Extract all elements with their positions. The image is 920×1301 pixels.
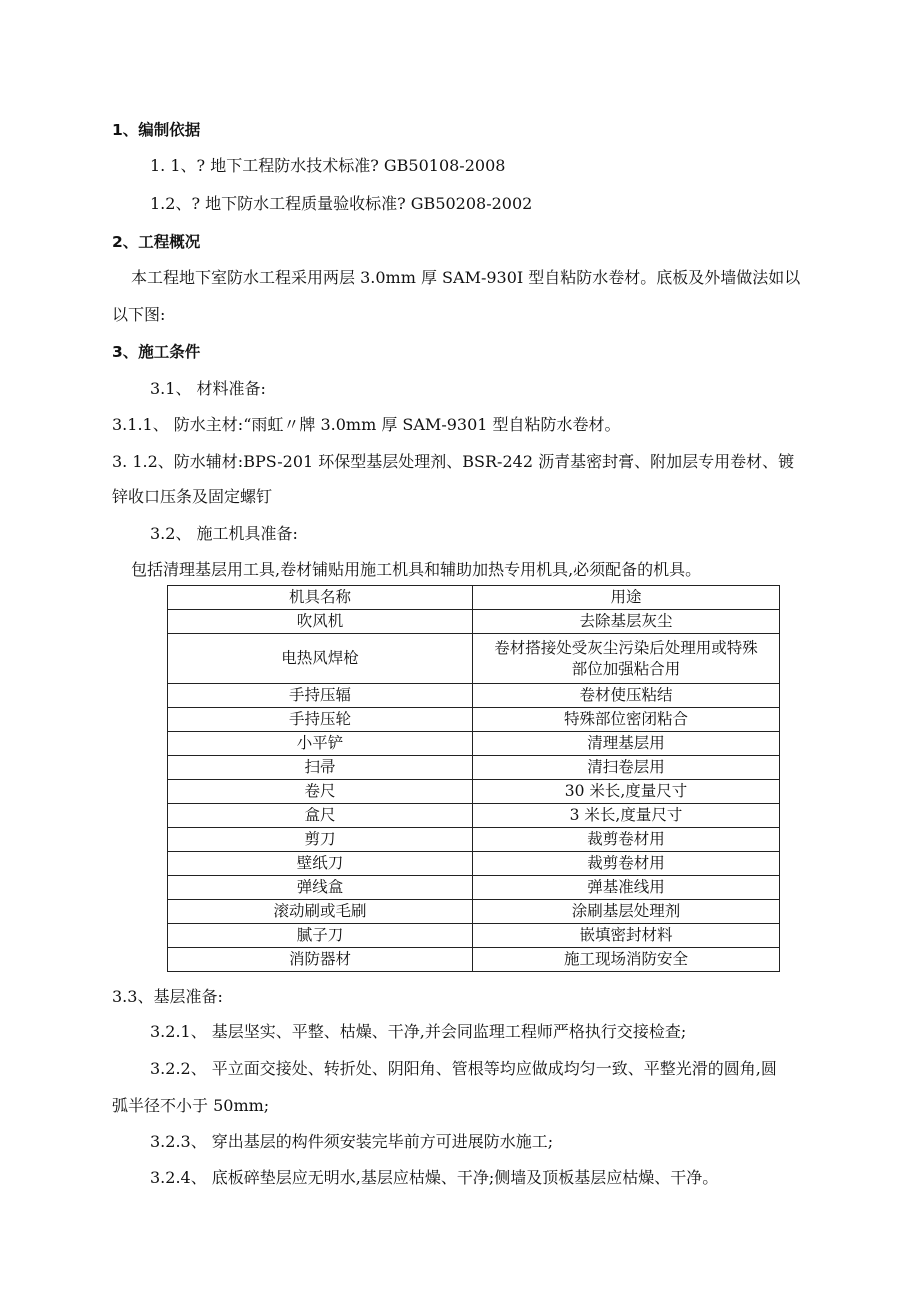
header-purpose: 用途 — [473, 586, 780, 610]
tool-purpose: 嵌填密封材料 — [473, 924, 780, 948]
table-row — [168, 924, 780, 948]
tool-name: 消防器材 — [168, 948, 473, 972]
tool-purpose: 30 米长,度量尺寸 — [473, 780, 780, 804]
table-row — [168, 828, 780, 852]
tool-purpose — [473, 634, 780, 684]
tool-purpose: 弹基准线用 — [473, 876, 780, 900]
tool-name: 盒尺 — [168, 804, 473, 828]
table-header-row — [168, 586, 780, 610]
table-row — [168, 610, 780, 634]
item-3-2-4: 3.2.4、 底板碎垫层应无明水,基层应枯燥、干净;侧墙及顶板基层应枯燥、干净。 — [150, 1168, 719, 1187]
item-3-1-1: 3.1.1、 防水主材:“雨虹〃牌 3.0mm 厚 SAM-9301 型自粘防水卷材。 — [112, 415, 621, 434]
subsection-3-2: 3.2、 施工机具准备: — [150, 524, 298, 543]
tool-purpose: 特殊部位密闭粘合 — [473, 708, 780, 732]
table-row — [168, 634, 780, 684]
table-row — [168, 708, 780, 732]
tool-purpose: 3 米长,度量尺寸 — [473, 804, 780, 828]
tool-purpose: 裁剪卷材用 — [473, 828, 780, 852]
tool-name: 剪刀 — [168, 828, 473, 852]
section-1-heading: 1、编制依据 — [112, 121, 201, 139]
item-3-2-2-line-1: 3.2.2、 平立面交接处、转折处、阴阳角、管根等均应做成均匀一致、平整光滑的圆角,圆 — [150, 1059, 777, 1078]
item-3-1-2-line-1: 3. 1.2、防水辅材:BPS-201 环保型基层处理剂、BSR-242 沥青基密封膏、附加层专用卷材、镀 — [112, 452, 795, 471]
tool-name: 手持压辐 — [168, 684, 473, 708]
overview-paragraph-line-1: 本工程地下室防水工程采用两层 3.0mm 厚 SAM-930I 型自粘防水卷材。底板及外墙做法如以 — [131, 268, 801, 287]
table-row — [168, 732, 780, 756]
tool-name: 滚动刷或毛刷 — [168, 900, 473, 924]
tool-name: 卷尺 — [168, 780, 473, 804]
table-row — [168, 900, 780, 924]
tool-purpose-line-1: 卷材搭接处受灰尘污染后处理用或特殊 — [494, 638, 758, 657]
section-3-heading: 3、施工条件 — [112, 343, 201, 361]
tool-name: 扫帚 — [168, 756, 473, 780]
table-row — [168, 804, 780, 828]
table-row — [168, 780, 780, 804]
tool-purpose: 施工现场消防安全 — [473, 948, 780, 972]
tool-purpose: 清扫卷层用 — [473, 756, 780, 780]
item-3-1-2-line-2: 锌收口压条及固定螺钉 — [112, 487, 273, 506]
item-3-2-3: 3.2.3、 穿出基层的构件须安装完毕前方可进展防水施工; — [150, 1132, 554, 1151]
tool-name: 小平铲 — [168, 732, 473, 756]
basis-item-2: 1.2、? 地下防水工程质量验收标准? GB50208-2002 — [150, 194, 533, 213]
table-row — [168, 948, 780, 972]
table-row — [168, 756, 780, 780]
tool-purpose: 裁剪卷材用 — [473, 852, 780, 876]
item-3-2-2-line-2: 弧半径不小于 50mm; — [112, 1096, 270, 1115]
item-3-2-1: 3.2.1、 基层坚实、平整、枯燥、干净,并会同监理工程师严格执行交接检查; — [150, 1022, 687, 1041]
tool-purpose: 涂刷基层处理剂 — [473, 900, 780, 924]
tools-intro: 包括清理基层用工具,卷材铺贴用施工机具和辅助加热专用机具,必须配备的机具。 — [131, 560, 702, 579]
section-2-heading: 2、工程概况 — [112, 233, 201, 251]
table-row — [168, 876, 780, 900]
tool-name: 吹风机 — [168, 610, 473, 634]
tool-name: 弹线盒 — [168, 876, 473, 900]
section-3-3-heading: 3.3、基层准备: — [112, 987, 223, 1006]
tool-purpose: 清理基层用 — [473, 732, 780, 756]
tool-purpose-line-2: 部位加强粘合用 — [571, 659, 681, 678]
overview-paragraph-line-2: 以下图: — [112, 305, 166, 324]
tool-name: 手持压轮 — [168, 708, 473, 732]
header-tool-name: 机具名称 — [168, 586, 473, 610]
tool-name: 腻子刀 — [168, 924, 473, 948]
table-row — [168, 852, 780, 876]
tools-table — [167, 585, 780, 972]
table-row — [168, 684, 780, 708]
tool-purpose: 去除基层灰尘 — [473, 610, 780, 634]
tool-purpose: 卷材使压粘结 — [473, 684, 780, 708]
tool-name: 电热风焊枪 — [168, 634, 473, 684]
basis-item-1: 1. 1、? 地下工程防水技术标准? GB50108-2008 — [150, 156, 506, 175]
tool-name: 壁纸刀 — [168, 852, 473, 876]
subsection-3-1: 3.1、 材料准备: — [150, 379, 266, 398]
